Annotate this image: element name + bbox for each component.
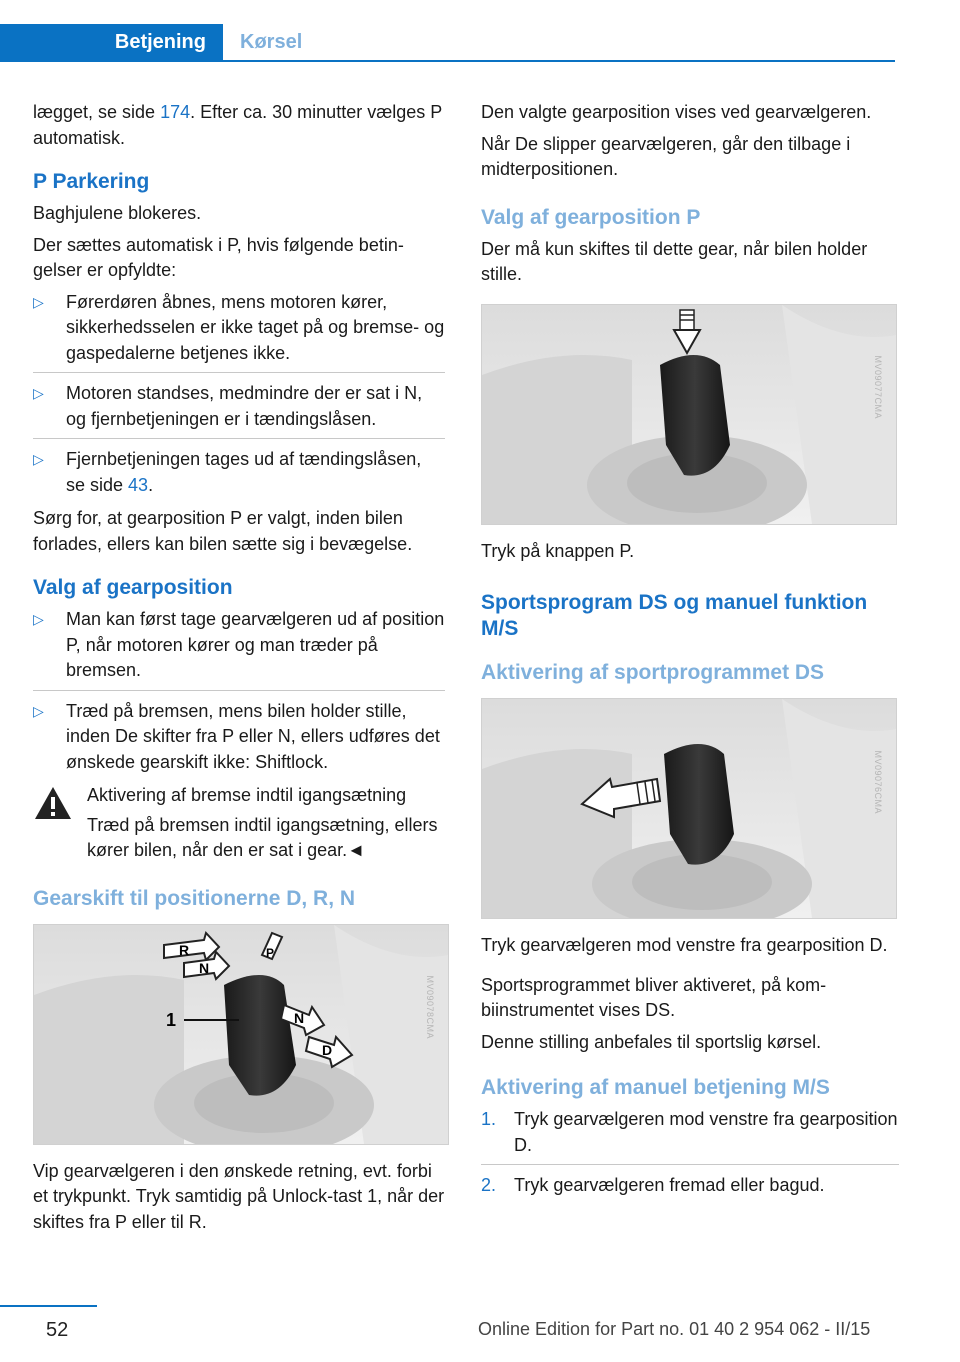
triangle-bullet-icon: ▷ <box>33 702 44 719</box>
figure-code: MV09076CMA <box>873 749 884 814</box>
page-number: 52 <box>46 1319 69 1341</box>
heading-p-parkering: P Parkering <box>33 170 150 193</box>
list-item-text: Man kan først tage gearvælgeren ud af position P, når motoren kører og man træder på bremsen. <box>66 609 445 680</box>
figure-gear-ds <box>481 698 897 919</box>
paragraph: Der sættes automatisk i P, hvis følgende betingelser er opfyldte: <box>33 234 404 280</box>
page-link-43[interactable]: 43 <box>128 474 149 495</box>
figure-code: MV09078CMA <box>425 975 436 1039</box>
park-conditions-list <box>33 290 445 499</box>
list-item <box>33 699 445 776</box>
list-item-text: Træd på bremsen, mens bilen holder stille, inden De skifter fra P eller N, ellers udføres det ønskede gearskift ikke: Shiftlock. <box>66 700 440 772</box>
warning-body: Træd på bremsen indtil igangsætning, ellers kører bilen, når den er sat i gear.◄ <box>87 814 438 860</box>
heading-valg-af-gearposition-p: Valg af gearposition P <box>481 205 701 229</box>
figure-caption: Tryk på knappen P. <box>481 540 635 561</box>
paragraph: Der må kun skiftes til dette gear, når bilen holder stille. <box>481 238 868 284</box>
warning-note <box>33 783 445 864</box>
heading-gearskift: Gearskift til positionerne D, R, N <box>33 886 356 910</box>
step-number: 1. <box>481 1109 497 1129</box>
tab-betjening[interactable] <box>0 24 223 60</box>
intro-text: lægget, se side <box>33 102 161 122</box>
paragraph: Tryk gearvælgeren mod venstre fra gearposition D. <box>481 935 888 955</box>
step-item <box>481 1107 899 1165</box>
edition-note: Online Edition for Part no. 01 40 2 954 062 - II/15 <box>478 1319 871 1339</box>
list-item-text: Førerdøren åbnes, mens motoren kører, sikkerhedsselen er ikke taget på og bremse- og gaspedalerne betjenes ikke. <box>66 291 445 363</box>
paragraph: Når De slipper gearvælgeren, går den tilbage i midterpositionen. <box>481 133 851 179</box>
left-column <box>33 100 445 1245</box>
paragraph: Vip gearvælgeren i den ønskede retning, evt. forbi et trykpunkt. Tryk samtidig på Unlock-tast 1, når der skiftes fra P eller til R. <box>33 1160 445 1232</box>
figure-code: MV09077CMA <box>873 355 884 419</box>
list-item <box>33 290 445 374</box>
heading-sportsprogram: Sportsprogram DS og manuel funktion M/S <box>481 591 868 640</box>
header-rule <box>0 60 895 62</box>
gear-label-d: D <box>322 1041 333 1058</box>
warning-triangle-icon <box>33 785 73 821</box>
tab-betjening-label: Betjening <box>114 31 206 53</box>
figure-gear-shift-drn <box>33 924 449 1145</box>
gear-label-p: P <box>266 945 275 960</box>
heading-aktivering-ds: Aktivering af sportprogrammet DS <box>481 661 825 684</box>
heading-aktivering-ms: Aktivering af manuel betjening M/S <box>481 1076 830 1099</box>
step-number: 2. <box>481 1175 497 1195</box>
paragraph: Sørg for, at gearposition P er valgt, inden bilen forlades, ellers kan bilen sætte sig i bevægelse. <box>33 508 413 554</box>
paragraph: Denne stilling anbefales til sportslig kørsel. <box>481 1031 822 1052</box>
paragraph: Sportsprogrammet bliver aktiveret, på kombiinstrumentet vises DS. <box>481 974 827 1020</box>
gear-selector-p-illustration <box>482 305 896 524</box>
gear-label-n-upper: N <box>199 959 210 976</box>
gear-label-r: R <box>179 941 190 958</box>
list-item-text: Motoren standses, medmindre der er sat i N, og fjernbetjeningen er i tændingslåsen. <box>66 383 423 429</box>
tab-korsel[interactable]: Kørsel <box>240 31 303 53</box>
list-item-text-end: . <box>148 474 154 495</box>
step-text: Tryk gearvælgeren mod venstre fra gearposition D. <box>514 1109 898 1155</box>
warning-title: Aktivering af bremse indtil igangsætning <box>87 785 407 805</box>
list-item <box>33 607 445 691</box>
callout-1: 1 <box>166 1009 177 1030</box>
ms-steps-list <box>481 1107 899 1205</box>
list-item-text: Fjernbetjeningen tages ud af tændingslåsen, se side <box>66 449 422 495</box>
intro-text-end: . Efter ca. 30 minutter vælges P automatisk. <box>33 102 442 148</box>
gear-selector-illustration <box>34 925 448 1144</box>
right-column <box>481 100 899 1213</box>
step-item <box>481 1173 899 1205</box>
intro-paragraph <box>33 100 445 151</box>
triangle-bullet-icon: ▷ <box>33 385 44 401</box>
gear-selector-ds-illustration <box>482 699 896 918</box>
step-text: Tryk gearvælgeren fremad eller bagud. <box>514 1175 825 1195</box>
gear-selection-list <box>33 607 445 775</box>
figure-gear-p-button <box>481 304 897 525</box>
heading-valg-af-gearposition: Valg af gearposition <box>33 576 233 599</box>
triangle-bullet-icon: ▷ <box>33 611 44 627</box>
list-item <box>33 381 445 439</box>
footer-rule <box>0 1305 97 1307</box>
triangle-bullet-icon: ▷ <box>33 451 44 467</box>
chapter-tabs <box>0 24 895 62</box>
page-link-174[interactable]: 174 <box>160 102 191 122</box>
triangle-bullet-icon: ▷ <box>33 293 44 310</box>
paragraph: Den valgte gearposition vises ved gearvælgeren. <box>481 102 872 122</box>
paragraph: Baghjulene blokeres. <box>33 203 202 223</box>
list-item <box>33 447 445 498</box>
gear-label-n-lower: N <box>294 1009 305 1026</box>
